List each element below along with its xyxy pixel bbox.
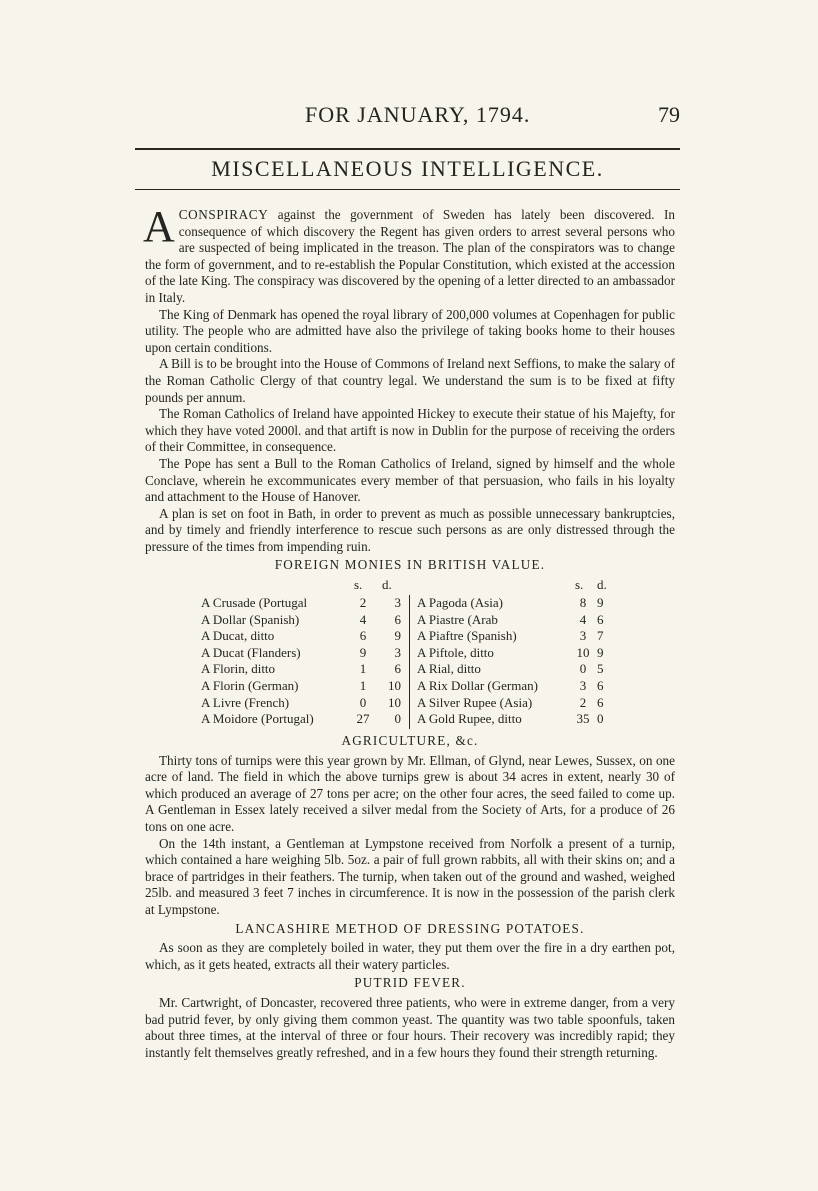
coin-name: A Livre (French) bbox=[201, 694, 290, 710]
coin-shillings: 27 bbox=[356, 711, 370, 727]
coin-name: A Piftole, ditto bbox=[417, 644, 494, 660]
coin-name: A Moidore (Portugal) bbox=[201, 711, 314, 727]
coin-shillings: 1 bbox=[359, 661, 367, 677]
news-paragraph-pope: The Pope has sent a Bull to the Roman Catholics of Ireland, signed by himself and the whole Conclave, wherein he excommunicates every member of that persuasion, who fails in his loyalty and attachment to the House of Hanover. bbox=[145, 455, 675, 505]
coin-name: A Gold Rupee, ditto bbox=[417, 711, 522, 727]
coin-name: A Crusade (Portugal bbox=[201, 595, 308, 611]
coin-shillings: 3 bbox=[579, 678, 587, 694]
news-paragraph-bath: A plan is set on foot in Bath, in order to prevent as much as possible unnecessary bankruptcies, and by timely and friendly interference to rescue such persons as are only distressed through the pressure of the times from impending ruin. bbox=[145, 505, 675, 554]
monies-unit-d-right: d. bbox=[597, 577, 607, 593]
running-head-title: FOR JANUARY, 1794. bbox=[305, 102, 531, 127]
coin-name: A Florin (German) bbox=[201, 678, 299, 694]
coin-shillings: 3 bbox=[579, 628, 587, 644]
agriculture-paragraph-turnips: Thirty tons of turnips were this year grown by Mr. Ellman, of Glynd, near Lewes, Sussex, on one acre of land. The field in which the above turnips grew is about 34 acres in extent, nearly 30 of which produced an average of 27 tons per acre; on the other four acres, the seed failed to come up. A Gentleman in Essex lately received a silver medal from the Society of Arts, for a produce of 26 tons on one acre. bbox=[145, 752, 675, 835]
coin-name: A Rix Dollar (German) bbox=[417, 678, 538, 694]
coin-shillings: 0 bbox=[359, 694, 367, 710]
monies-unit-d-left: d. bbox=[382, 577, 392, 593]
coin-pence: 6 bbox=[394, 611, 401, 627]
fever-heading: PUTRID FEVER. bbox=[354, 975, 466, 991]
coin-pence: 3 bbox=[394, 595, 401, 611]
coin-pence: 6 bbox=[597, 694, 604, 710]
coin-shillings: 35 bbox=[576, 711, 590, 727]
page-number: 79 bbox=[658, 102, 680, 127]
coin-pence: 6 bbox=[597, 611, 604, 627]
coin-pence: 6 bbox=[597, 678, 604, 694]
coin-shillings: 2 bbox=[579, 694, 587, 710]
article-body bbox=[143, 202, 676, 1061]
coin-pence: 0 bbox=[597, 711, 604, 727]
coin-pence: 5 bbox=[597, 661, 604, 677]
coin-name: A Ducat, ditto bbox=[201, 628, 275, 644]
coin-name: A Piaftre (Spanish) bbox=[417, 628, 517, 644]
coin-name: A Silver Rupee (Asia) bbox=[417, 694, 533, 710]
potatoes-paragraph: As soon as they are completely boiled in water, they put them over the fire in a dry earthen pot, which, as it gets heated, extracts all their watery particles. bbox=[145, 940, 675, 972]
coin-shillings: 4 bbox=[359, 611, 367, 627]
monies-unit-s-left: s. bbox=[354, 577, 363, 593]
news-paragraph-ireland-bill: A Bill is to be brought into the House of Commons of Ireland next Seffions, to make the salary of the Roman Catholic Clergy of that country legal. We understand the sum is to be fixed at fifty pounds per annum. bbox=[145, 356, 675, 405]
potatoes-heading: LANCASHIRE METHOD OF DRESSING POTATOES. bbox=[235, 920, 585, 936]
coin-pence: 9 bbox=[394, 628, 401, 644]
coin-pence: 9 bbox=[597, 595, 604, 611]
coin-shillings: 6 bbox=[359, 628, 367, 644]
intro-text: against the government of Sweden has lately been discovered. In consequence of which discovery the Regent has given orders to arrest several persons who are suspected of being implicated in the treason. The plan of the conspirators was to change the form of government, and to re-establish the Popular Constitution, which existed at the accession of the late King. The conspiracy was discovered by the opening of a letter directed to an ambassador in Italy. bbox=[145, 207, 676, 305]
coin-name: A Piastre (Arab bbox=[417, 611, 498, 627]
coin-pence: 6 bbox=[394, 661, 401, 677]
coin-name: A Florin, ditto bbox=[201, 661, 276, 677]
coin-shillings: 1 bbox=[359, 678, 367, 694]
intro-lead-caps: CONSPIRACY bbox=[178, 207, 269, 222]
coin-pence: 10 bbox=[388, 678, 401, 694]
coin-name: A Ducat (Flanders) bbox=[201, 644, 301, 660]
fever-paragraph: Mr. Cartwright, of Doncaster, recovered three patients, who were in extreme danger, from a very bad putrid fever, by only giving them common yeast. The quantity was two table spoonfuls, taken about three times, at the interval of three or four hours. Their recovery was incredibly rapid; they instantly felt themselves greatly refreshed, and in a few hours they found their strength returning. bbox=[145, 994, 675, 1060]
coin-shillings: 2 bbox=[359, 595, 367, 611]
monies-divider bbox=[409, 595, 410, 729]
monies-heading: FOREIGN MONIES IN BRITISH VALUE. bbox=[274, 557, 546, 573]
coin-pence: 3 bbox=[394, 644, 401, 660]
coin-shillings: 0 bbox=[579, 661, 587, 677]
coin-shillings: 8 bbox=[579, 595, 587, 611]
running-head bbox=[135, 100, 680, 130]
news-paragraph-statue: The Roman Catholics of Ireland have appointed Hickey to execute their statue of his Majefty, for which they have voted 2000l. and that artift is now in Dublin for the purpose of receiving the orders of their Committee, in consequence. bbox=[145, 406, 675, 455]
news-paragraph-denmark: The King of Denmark has opened the royal library of 200,000 volumes at Copenhagen for public utility. The people who are admitted have also the privilege of taking books home to their houses upon certain conditions. bbox=[145, 306, 675, 355]
header-rule bbox=[135, 148, 680, 150]
coin-name: A Rial, ditto bbox=[417, 661, 481, 677]
coin-pence: 9 bbox=[597, 644, 604, 660]
agriculture-paragraph-lympstone: On the 14th instant, a Gentleman at Lympstone received from Norfolk a present of a turnip, which contained a hare weighing 5lb. 5oz. a pair of full grown rabbits, all with their skins on; and a brace of partridges in their feathers. The turnip, when taken out of the ground and washed, weighed 25lb. and measured 3 feet 7 inches in circumference. It is now in the possession of the parish clerk at Lympstone. bbox=[145, 835, 675, 917]
coin-shillings: 10 bbox=[576, 644, 590, 660]
section-title: MISCELLANEOUS INTELLIGENCE. bbox=[211, 156, 604, 181]
agriculture-heading: AGRICULTURE, &c. bbox=[341, 733, 479, 749]
title-rule bbox=[135, 189, 680, 190]
coin-shillings: 9 bbox=[359, 644, 367, 660]
monies-unit-s-right: s. bbox=[575, 577, 584, 593]
intro-paragraph bbox=[143, 202, 676, 307]
monies-table bbox=[145, 577, 675, 731]
coin-shillings: 4 bbox=[579, 611, 587, 627]
coin-pence: 10 bbox=[388, 694, 401, 710]
coin-name: A Dollar (Spanish) bbox=[201, 611, 300, 627]
coin-pence: 7 bbox=[597, 628, 604, 644]
dropcap: A bbox=[143, 202, 175, 251]
coin-pence: 0 bbox=[394, 711, 401, 727]
coin-name: A Pagoda (Asia) bbox=[417, 595, 503, 611]
